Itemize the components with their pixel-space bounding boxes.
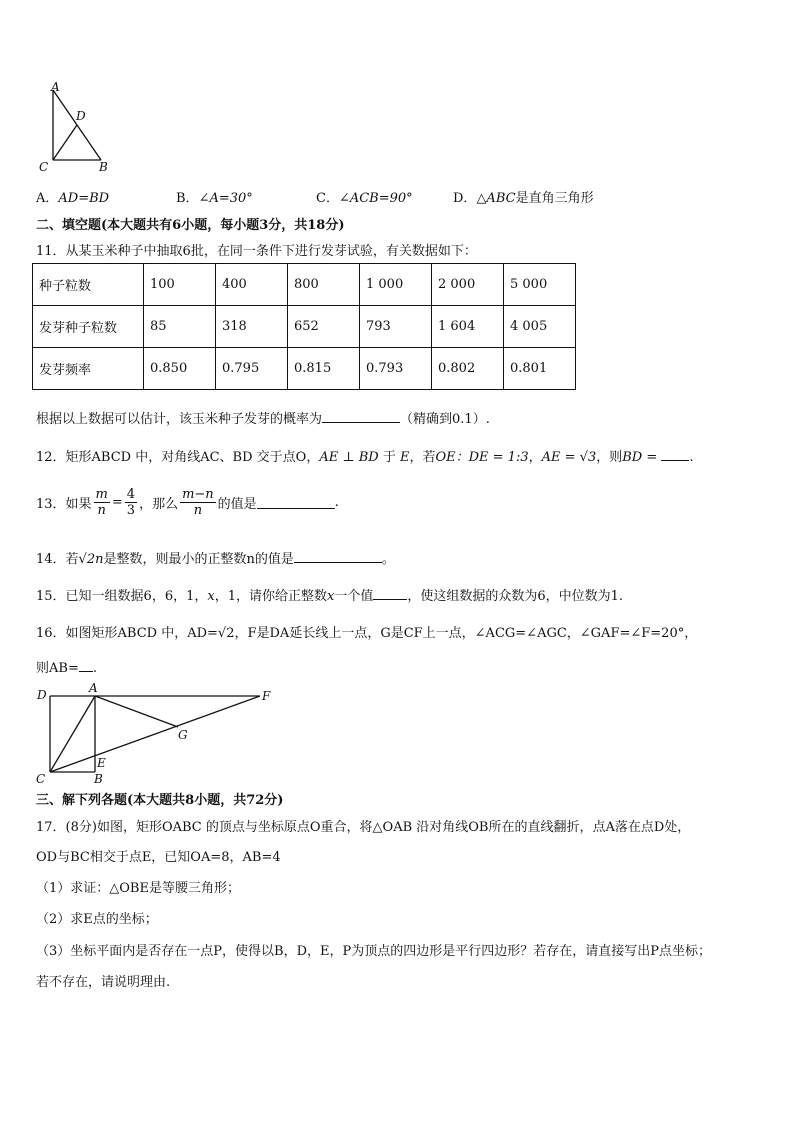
fraction-m-over-n: $\frac{m}{n}$ xyxy=(95,487,108,518)
option-c: C．∠ACB=90° xyxy=(316,191,413,206)
label-a: A xyxy=(89,681,98,695)
label-d: D xyxy=(37,688,47,702)
rectangle-figure-q16 xyxy=(30,680,280,788)
table-cell: 793 xyxy=(360,306,432,348)
q11-text: 11．从某玉米种子中抽取6批，在同一条件下进行发芽试验，有关数据如下： xyxy=(36,244,477,259)
table-cell: 1 604 xyxy=(432,306,504,348)
table-cell: 100 xyxy=(144,264,216,306)
q14-text: 14．若√2n是整数，则最小的正整数n的值是 。 xyxy=(36,552,395,567)
answer-blank xyxy=(79,659,93,672)
table-row xyxy=(33,264,576,306)
label-g: G xyxy=(178,728,188,742)
q10-options xyxy=(36,187,594,206)
table-cell: 发芽种子粒数 xyxy=(33,306,144,348)
table-cell: 0.801 xyxy=(504,348,576,390)
fraction-m-minus-n-over-n: $\frac{m-n}{n}$ xyxy=(182,487,214,518)
label-f: F xyxy=(262,689,271,703)
q17-sub2: （2）求E点的坐标； xyxy=(36,912,158,927)
table-cell: 0.802 xyxy=(432,348,504,390)
table-row xyxy=(33,306,576,348)
table-cell: 400 xyxy=(216,264,288,306)
table-cell: 318 xyxy=(216,306,288,348)
label-b: B xyxy=(94,772,103,786)
label-c: C xyxy=(39,160,49,174)
segment-ag xyxy=(95,696,178,727)
fraction-4-over-3: $\frac{4}{3}$ xyxy=(126,487,136,518)
table-cell: 种子粒数 xyxy=(33,264,144,306)
answer-blank xyxy=(373,587,407,600)
table-cell: 发芽频率 xyxy=(33,348,144,390)
label-a: A xyxy=(51,80,60,94)
segment-cf xyxy=(50,696,260,772)
answer-blank xyxy=(294,550,382,563)
label-d: D xyxy=(76,109,86,123)
q17-sub1: （1）求证：△OBE是等腰三角形； xyxy=(36,881,240,896)
q15-text: 15．已知一组数据6，6，1，x，1，请你给正整数x一个值 ，使这组数据的众数为6，中位数为1. xyxy=(36,589,624,604)
label-c: C xyxy=(36,772,46,786)
triangle-figure-q10 xyxy=(36,80,116,175)
table-row xyxy=(33,348,576,390)
q17-sub3: （3）坐标平面内是否存在一点P，使得以B，D，E，P为顶点的四边形是平行四边形？若存在，请直接写出P点坐标； xyxy=(36,944,711,959)
q17-line1: 17．(8分)如图，矩形OABC 的顶点与坐标原点O重合，将△OAB 沿对角线OB所在的直线翻折，点A落在点D处， xyxy=(36,820,691,835)
option-b: B．∠A=30° xyxy=(176,191,253,206)
table-cell: 1 000 xyxy=(360,264,432,306)
answer-blank xyxy=(661,448,689,461)
option-d: D．△ABC是直角三角形 xyxy=(453,191,594,206)
segment-cd xyxy=(53,125,77,160)
table-cell: 85 xyxy=(144,306,216,348)
q17-sub4: 若不存在，请说明理由. xyxy=(36,975,171,990)
table-cell: 0.793 xyxy=(360,348,432,390)
answer-blank xyxy=(322,410,400,423)
diagonal-ac xyxy=(50,696,95,772)
section3-heading: 三、解下列各题(本大题共8小题，共72分) xyxy=(36,793,284,808)
table-cell: 4 005 xyxy=(504,306,576,348)
section2-heading: 二、填空题(本大题共有6小题，每小题3分，共18分) xyxy=(36,218,345,233)
label-e: E xyxy=(97,756,106,770)
q12-text: 12．矩形ABCD 中，对角线AC、BD 交于点O，AE ⊥ BD 于 E，若OE：DE = 1:3，AE = √3，则BD = . xyxy=(36,450,694,465)
table-cell: 5 000 xyxy=(504,264,576,306)
table-cell: 800 xyxy=(288,264,360,306)
q13-text: 13．如果 $\frac{m}{n}$ = $\frac{4}{3}$ ，那么 $\frac{m-n}{n}$ 的值是 . xyxy=(36,487,339,518)
table-cell: 652 xyxy=(288,306,360,348)
table-cell: 2 000 xyxy=(432,264,504,306)
option-a: A．AD=BD xyxy=(36,191,110,206)
q16-line1: 16．如图矩形ABCD 中，AD=√2，F是DA延长线上一点，G是CF上一点，∠ACG=∠AGC，∠GAF=∠F=20°， xyxy=(36,626,698,641)
table-cell: 0.850 xyxy=(144,348,216,390)
table-cell: 0.815 xyxy=(288,348,360,390)
germination-table xyxy=(32,263,576,390)
table-cell: 0.795 xyxy=(216,348,288,390)
q16-line2: 则AB= . xyxy=(36,661,97,676)
answer-blank xyxy=(257,496,335,509)
q11-conclusion: 根据以上数据可以估计，该玉米种子发芽的概率为 （精确到0.1）. xyxy=(36,412,490,427)
q17-line2: OD与BC相交于点E，已知OA=8，AB=4 xyxy=(36,850,281,865)
label-b: B xyxy=(99,160,108,174)
